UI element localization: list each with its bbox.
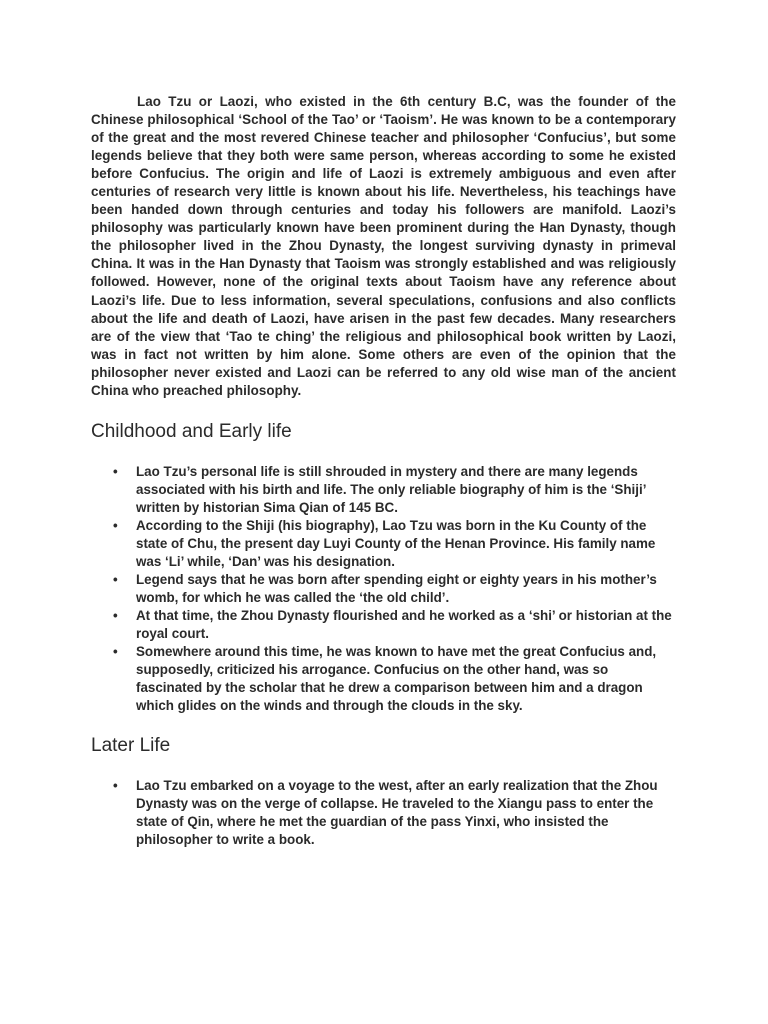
list-item <box>91 777 676 849</box>
intro-paragraph: Lao Tzu or Laozi, who existed in the 6th century B.C, was the founder of the Chinese philosophical ‘School of the Tao’ or ‘Taoism’. He was known to be a contemporary of the great and the most revered Chinese teacher and philosopher ‘Confucius’, but some legends believe that they both were same person, whereas according to some he existed before Confucius. The origin and life of Laozi is extremely ambiguous and even after centuries of research very little is known about his life. Nevertheless, his teachings have been handed down through centuries and today his followers are manifold. Laozi’s philosophy was particularly known have been prominent during the Han Dynasty, though the philosopher lived in the Zhou Dynasty, the longest surviving dynasty in primeval China. It was in the Han Dynasty that Taoism was strongly established and was religiously followed. However, none of the original texts about Taoism have any reference about Laozi’s life. Due to less information, several speculations, confusions and also conflicts about the life and death of Laozi, have arisen in the past few decades. Many researchers are of the view that ‘Tao te ching’ the religious and philosophical book written by Laozi, was in fact not written by him alone. Some others are even of the opinion that the philosopher never existed and Laozi can be referred to any old wise man of the ancient China who preached philosophy. <box>91 94 676 398</box>
document-page <box>91 93 676 849</box>
bullet-icon: • <box>113 643 118 659</box>
bullet-icon: • <box>113 463 118 479</box>
bullet-icon: • <box>113 777 118 793</box>
bullet-icon: • <box>113 571 118 587</box>
section-heading-later-life: Later Life <box>91 734 171 756</box>
list-item-text: Lao Tzu embarked on a voyage to the west, after an early realization that the Zhou Dynasty was on the verge of collapse. He traveled to the Xiangu pass to enter the state of Qin, where he met the guardian of the pass Yinxi, who insisted the philosopher to write a book. <box>136 777 658 847</box>
list-item-text: According to the Shiji (his biography), Lao Tzu was born in the Ku County of the state of Chu, the present day Luyi County of the Henan Province. His family name was ‘Li’ while, ‘Dan’ was his designation. <box>136 517 656 569</box>
list-item <box>91 571 676 607</box>
list-item-text: Somewhere around this time, he was known to have met the great Confucius and, supposedly, criticized his arrogance. Confucius on the other hand, was so fascinated by the scholar that he drew a comparison between him and a dragon which glides on the winds and through the clouds in the sky. <box>136 643 657 713</box>
childhood-bullet-list <box>91 463 676 715</box>
bullet-icon: • <box>113 517 118 533</box>
list-item-text: At that time, the Zhou Dynasty flourished and he worked as a ‘shi’ or historian at the royal court. <box>136 607 672 641</box>
later-life-bullet-list <box>91 777 676 849</box>
list-item <box>91 643 676 715</box>
bullet-icon: • <box>113 607 118 623</box>
list-item <box>91 607 676 643</box>
list-item-text: Legend says that he was born after spending eight or eighty years in his mother’s womb, for which he was called the ‘the old child’. <box>136 571 657 605</box>
list-item <box>91 463 676 517</box>
section-heading-childhood: Childhood and Early life <box>91 420 292 442</box>
list-item-text: Lao Tzu’s personal life is still shrouded in mystery and there are many legends associated with his birth and life. The only reliable biography of him is the ‘Shiji’ written by historian Sima Qian of 145 BC. <box>136 463 646 515</box>
list-item <box>91 517 676 571</box>
